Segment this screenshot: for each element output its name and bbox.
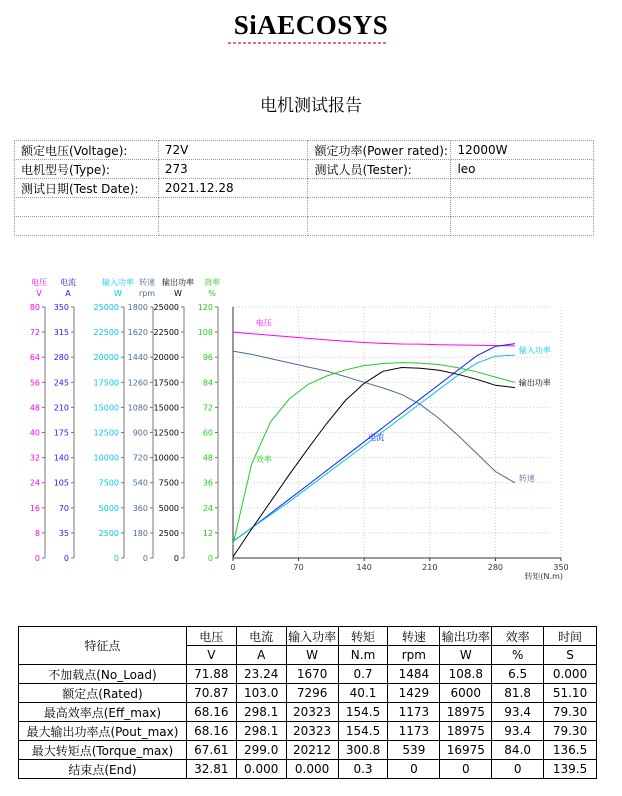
info-cell xyxy=(15,217,159,236)
info-cell xyxy=(308,198,451,217)
y-tick-label: 140 xyxy=(53,453,69,463)
y-tick-label: 5000 xyxy=(98,503,119,513)
cell: 0 xyxy=(440,760,492,779)
cell: 70.87 xyxy=(186,684,236,703)
info-value: 2021.12.28 xyxy=(158,179,308,198)
y-tick-label: 60 xyxy=(202,428,213,438)
cell: 298.1 xyxy=(236,703,286,722)
row-label: 最大输出功率点(Pout_max) xyxy=(19,722,187,741)
cell: 103.0 xyxy=(236,684,286,703)
y-tick-label: 7500 xyxy=(98,478,119,488)
y-tick-label: 180 xyxy=(132,528,148,538)
info-row xyxy=(15,160,594,179)
y-tick-label: 16 xyxy=(29,503,40,513)
y-tick-label: 540 xyxy=(132,478,148,488)
y-tick-label: 22500 xyxy=(153,328,179,338)
col-header-feature: 特征点 xyxy=(19,627,187,665)
y-tick-label: 360 xyxy=(132,503,148,513)
cell: 1484 xyxy=(388,665,440,684)
info-label: 测试人员(Tester): xyxy=(308,160,451,179)
y-tick-label: 7500 xyxy=(158,478,179,488)
y-tick-label: 22500 xyxy=(93,328,119,338)
info-value: 273 xyxy=(158,160,308,179)
cell: 68.16 xyxy=(186,703,236,722)
series-line xyxy=(233,368,515,557)
y-tick-label: 120 xyxy=(197,303,213,312)
y-tick-label: 80 xyxy=(29,303,40,312)
cell: 6.5 xyxy=(492,665,544,684)
row-label: 额定点(Rated) xyxy=(19,684,187,703)
cell: 32.81 xyxy=(186,760,236,779)
row-label: 结束点(End) xyxy=(19,760,187,779)
info-table xyxy=(14,140,594,236)
y-tick-label: 96 xyxy=(202,353,213,363)
cell: 300.8 xyxy=(338,741,388,760)
col-header: 电压 xyxy=(186,627,236,646)
cell: 71.88 xyxy=(186,665,236,684)
y-tick-label: 0 xyxy=(207,554,213,563)
y-tick-label: 175 xyxy=(53,428,69,438)
y-tick-label: 108 xyxy=(197,328,213,338)
y-tick-label: 20000 xyxy=(93,353,119,363)
cell: 1429 xyxy=(388,684,440,703)
cell: 18975 xyxy=(440,722,492,741)
table-row xyxy=(19,665,597,684)
row-label: 最高效率点(Eff_max) xyxy=(19,703,187,722)
cell: 154.5 xyxy=(338,703,388,722)
y-tick-label: 24 xyxy=(202,503,213,513)
axis-name-label: 输入功率 xyxy=(102,278,134,287)
y-tick-label: 17500 xyxy=(153,378,179,388)
y-tick-label: 12500 xyxy=(93,428,119,438)
y-tick-label: 17500 xyxy=(93,378,119,388)
y-tick-label: 36 xyxy=(202,478,213,488)
axis-unit-label: % xyxy=(208,289,216,298)
cell: 6000 xyxy=(440,684,492,703)
cell: 84.0 xyxy=(492,741,544,760)
series-label: 输入功率 xyxy=(518,346,551,356)
results-table xyxy=(18,626,597,779)
cell: 108.8 xyxy=(440,665,492,684)
series-label: 电压 xyxy=(255,318,272,328)
cell: 136.5 xyxy=(544,741,597,760)
cell: 0.7 xyxy=(338,665,388,684)
info-label xyxy=(308,179,451,198)
info-row xyxy=(15,179,594,198)
cell: 79.30 xyxy=(544,722,597,741)
cell: 1670 xyxy=(286,665,338,684)
unit-header: A xyxy=(236,646,286,665)
cell: 51.10 xyxy=(544,684,597,703)
col-header: 输出功率 xyxy=(440,627,492,646)
x-tick-label: 0 xyxy=(230,563,236,572)
table-row xyxy=(19,741,597,760)
y-tick-label: 72 xyxy=(29,328,40,338)
y-tick-label: 15000 xyxy=(153,403,179,413)
cell: 7296 xyxy=(286,684,338,703)
x-tick-label: 210 xyxy=(422,563,438,572)
info-value: leo xyxy=(451,160,594,179)
info-value: 12000W xyxy=(451,141,594,160)
cell: 0.000 xyxy=(286,760,338,779)
cell: 18975 xyxy=(440,703,492,722)
axis-name-label: 电压 xyxy=(31,278,47,287)
x-tick-label: 280 xyxy=(487,563,504,572)
y-tick-label: 2500 xyxy=(158,528,179,538)
y-tick-label: 0 xyxy=(113,554,119,563)
axis-name-label: 转速 xyxy=(139,278,155,287)
cell: 20323 xyxy=(286,722,338,741)
axis-unit-label: V xyxy=(36,289,42,298)
y-tick-label: 245 xyxy=(53,378,69,388)
y-tick-label: 720 xyxy=(132,453,148,463)
col-header: 时间 xyxy=(544,627,597,646)
col-header: 转矩 xyxy=(338,627,388,646)
cell: 139.5 xyxy=(544,760,597,779)
spellcheck-underline xyxy=(228,42,388,44)
info-cell xyxy=(158,198,308,217)
series-label: 效率 xyxy=(255,454,272,464)
results-header-row xyxy=(19,627,597,646)
cell: 0 xyxy=(492,760,544,779)
cell: 79.30 xyxy=(544,703,597,722)
unit-header: N.m xyxy=(338,646,388,665)
y-tick-label: 0 xyxy=(173,554,179,563)
y-tick-label: 10000 xyxy=(153,453,179,463)
unit-header: rpm xyxy=(388,646,440,665)
col-header: 效率 xyxy=(492,627,544,646)
info-label: 额定功率(Power rated): xyxy=(308,141,451,160)
unit-header: V xyxy=(186,646,236,665)
cell: 16975 xyxy=(440,741,492,760)
y-tick-label: 25000 xyxy=(93,303,119,312)
y-tick-label: 35 xyxy=(58,528,69,538)
y-tick-label: 48 xyxy=(202,453,213,463)
y-tick-label: 0 xyxy=(34,554,40,563)
axis-unit-label: W xyxy=(174,289,182,298)
series-label: 转速 xyxy=(518,473,535,483)
x-axis-title: 转矩(N.m) xyxy=(524,572,563,581)
cell: 298.1 xyxy=(236,722,286,741)
info-label: 额定电压(Voltage): xyxy=(15,141,159,160)
y-tick-label: 1080 xyxy=(127,403,148,413)
axis-name-label: 输出功率 xyxy=(162,278,194,287)
cell: 20323 xyxy=(286,703,338,722)
info-cell xyxy=(451,198,594,217)
company-logo: SiAECOSYS xyxy=(233,10,389,40)
col-header: 转速 xyxy=(388,627,440,646)
y-tick-label: 350 xyxy=(53,303,69,312)
info-value xyxy=(451,179,594,198)
y-tick-label: 1800 xyxy=(127,303,148,312)
cell: 0.000 xyxy=(544,665,597,684)
info-row xyxy=(15,198,594,217)
series-line xyxy=(233,332,515,346)
y-tick-label: 72 xyxy=(202,403,213,413)
col-header: 电流 xyxy=(236,627,286,646)
y-tick-label: 0 xyxy=(63,554,69,563)
axis-unit-label: rpm xyxy=(138,289,156,298)
cell: 23.24 xyxy=(236,665,286,684)
y-tick-label: 15000 xyxy=(93,403,119,413)
unit-header: S xyxy=(544,646,597,665)
y-tick-label: 24 xyxy=(29,478,40,488)
unit-header: W xyxy=(286,646,338,665)
y-tick-label: 12 xyxy=(202,528,213,538)
y-tick-label: 32 xyxy=(29,453,40,463)
col-header: 输入功率 xyxy=(286,627,338,646)
y-tick-label: 64 xyxy=(29,353,40,363)
x-tick-label: 140 xyxy=(356,563,372,572)
info-cell xyxy=(451,217,594,236)
cell: 299.0 xyxy=(236,741,286,760)
series-line xyxy=(233,363,515,545)
cell: 67.61 xyxy=(186,741,236,760)
y-tick-label: 25000 xyxy=(153,303,179,312)
y-tick-label: 105 xyxy=(53,478,69,488)
info-cell xyxy=(15,198,159,217)
cell: 154.5 xyxy=(338,722,388,741)
table-row xyxy=(19,722,597,741)
cell: 93.4 xyxy=(492,722,544,741)
row-label: 不加载点(No_Load) xyxy=(19,665,187,684)
info-row xyxy=(15,141,594,160)
y-tick-label: 1620 xyxy=(127,328,148,338)
cell: 0.3 xyxy=(338,760,388,779)
cell: 68.16 xyxy=(186,722,236,741)
info-cell xyxy=(158,217,308,236)
axis-name-label: 电流 xyxy=(60,278,76,287)
y-tick-label: 84 xyxy=(202,378,213,388)
info-label: 测试日期(Test Date): xyxy=(15,179,159,198)
cell: 40.1 xyxy=(338,684,388,703)
y-tick-label: 315 xyxy=(53,328,69,338)
y-tick-label: 1260 xyxy=(127,378,148,388)
series-label: 电流 xyxy=(368,432,385,442)
info-row xyxy=(15,217,594,236)
table-row xyxy=(19,703,597,722)
y-tick-label: 12500 xyxy=(153,428,179,438)
y-tick-label: 70 xyxy=(58,503,69,513)
y-tick-label: 10000 xyxy=(93,453,119,463)
y-tick-label: 20000 xyxy=(153,353,179,363)
unit-header: W xyxy=(440,646,492,665)
cell: 539 xyxy=(388,741,440,760)
y-tick-label: 900 xyxy=(132,428,148,438)
y-tick-label: 2500 xyxy=(98,528,119,538)
cell: 1173 xyxy=(388,703,440,722)
y-tick-label: 48 xyxy=(29,403,40,413)
unit-header: % xyxy=(492,646,544,665)
y-tick-label: 40 xyxy=(29,428,40,438)
series-line xyxy=(233,355,515,541)
x-tick-label: 350 xyxy=(553,563,569,572)
series-label: 输出功率 xyxy=(518,378,551,388)
cell: 0.000 xyxy=(236,760,286,779)
cell: 1173 xyxy=(388,722,440,741)
performance-chart xyxy=(0,268,622,588)
y-tick-label: 280 xyxy=(53,353,69,363)
cell: 20212 xyxy=(286,741,338,760)
info-value: 72V xyxy=(158,141,308,160)
table-row xyxy=(19,684,597,703)
y-tick-label: 8 xyxy=(34,528,40,538)
y-tick-label: 210 xyxy=(53,403,69,413)
axis-unit-label: W xyxy=(114,289,122,298)
report-title: 电机测试报告 xyxy=(260,96,362,116)
x-tick-label: 70 xyxy=(293,563,304,572)
cell: 0 xyxy=(388,760,440,779)
row-label: 最大转矩点(Torque_max) xyxy=(19,741,187,760)
axis-name-label: 效率 xyxy=(204,278,220,287)
y-tick-label: 0 xyxy=(142,554,148,563)
cell: 81.8 xyxy=(492,684,544,703)
cell: 93.4 xyxy=(492,703,544,722)
table-row xyxy=(19,760,597,779)
info-label: 电机型号(Type): xyxy=(15,160,159,179)
y-tick-label: 56 xyxy=(29,378,40,388)
info-cell xyxy=(308,217,451,236)
y-tick-label: 1440 xyxy=(127,353,148,363)
y-tick-label: 5000 xyxy=(158,503,179,513)
axis-unit-label: A xyxy=(65,289,71,298)
